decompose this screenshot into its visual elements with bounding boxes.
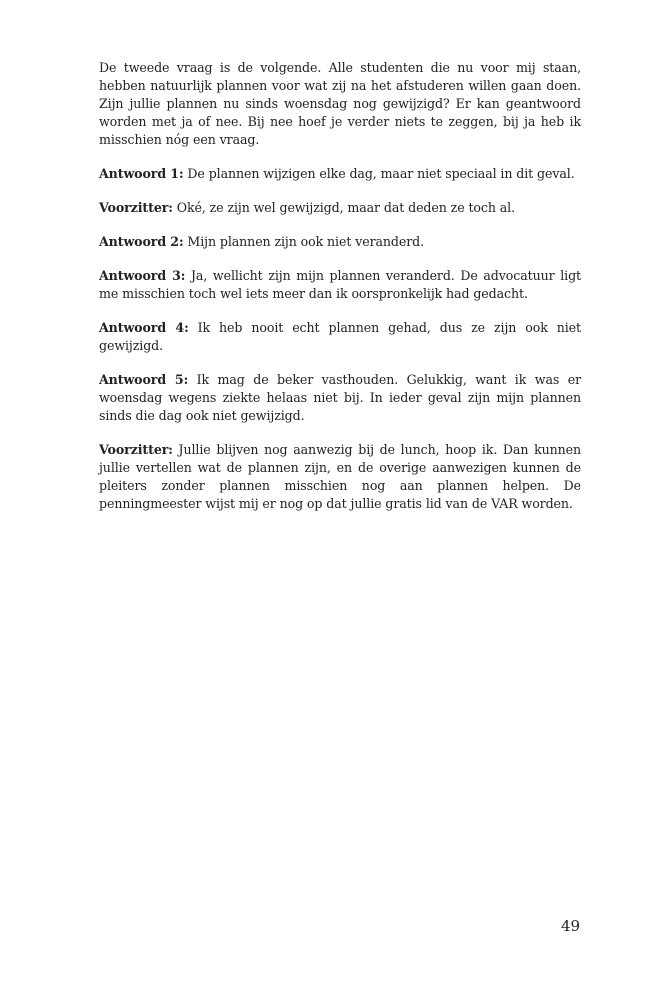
answer-paragraph	[99, 233, 581, 251]
utterance-text: Jullie blijven nog aanwezig bij de lunch, hoop ik. Dan kunnen jullie vertellen wat de plannen zijn, en de overige aanwezigen kunnen de pleiters zonder plannen misschien nog aan plannen helpen. De penningmeester wijst mij er nog op dat jullie gratis lid van de VAR worden.	[99, 442, 581, 511]
speaker-label: Voorzitter:	[99, 200, 173, 215]
utterance-text: De plannen wijzigen elke dag, maar niet speciaal in dit geval.	[183, 166, 575, 181]
utterance-text: Ik mag de beker vasthouden. Gelukkig, want ik was er woensdag wegens ziekte helaas niet bij. In ieder geval zijn mijn plannen sinds die dag ook niet gewijzigd.	[99, 372, 581, 423]
utterance-text: Oké, ze zijn wel gewijzigd, maar dat deden ze toch al.	[172, 200, 516, 215]
chair-paragraph	[99, 441, 581, 513]
answer-paragraph	[99, 165, 581, 183]
utterance-text: Mijn plannen zijn ook niet veranderd.	[183, 234, 425, 249]
answer-paragraph	[99, 319, 581, 355]
answer-paragraph	[99, 267, 581, 303]
answer-paragraph	[99, 371, 581, 425]
intro-paragraph: De tweede vraag is de volgende. Alle studenten die nu voor mij staan, hebben natuurlijk plannen voor wat zij na het afstuderen willen gaan doen. Zijn jullie plannen nu sinds woensdag nog gewijzigd? Er kan geantwoord worden met ja of nee. Bij nee hoef je verder niets te zeggen, bij ja heb ik misschien nóg een vraag.	[99, 60, 581, 147]
speaker-label: Antwoord 1:	[99, 166, 184, 181]
speaker-label: Antwoord 4:	[99, 320, 189, 335]
speaker-label: Antwoord 3:	[99, 268, 186, 283]
speaker-label: Voorzitter:	[99, 442, 173, 457]
speaker-label: Antwoord 2:	[99, 234, 184, 249]
chair-paragraph	[99, 199, 581, 217]
page-body	[99, 59, 581, 529]
utterance-text: Ja, wellicht zijn mijn plannen veranderd. De advocatuur ligt me misschien toch wel iets meer dan ik oorspronkelijk had gedacht.	[99, 268, 581, 301]
speaker-label: Antwoord 5:	[99, 372, 189, 387]
utterance-text: Ik heb nooit echt plannen gehad, dus ze zijn ook niet gewijzigd.	[99, 320, 581, 353]
page-number: 49	[561, 917, 581, 935]
